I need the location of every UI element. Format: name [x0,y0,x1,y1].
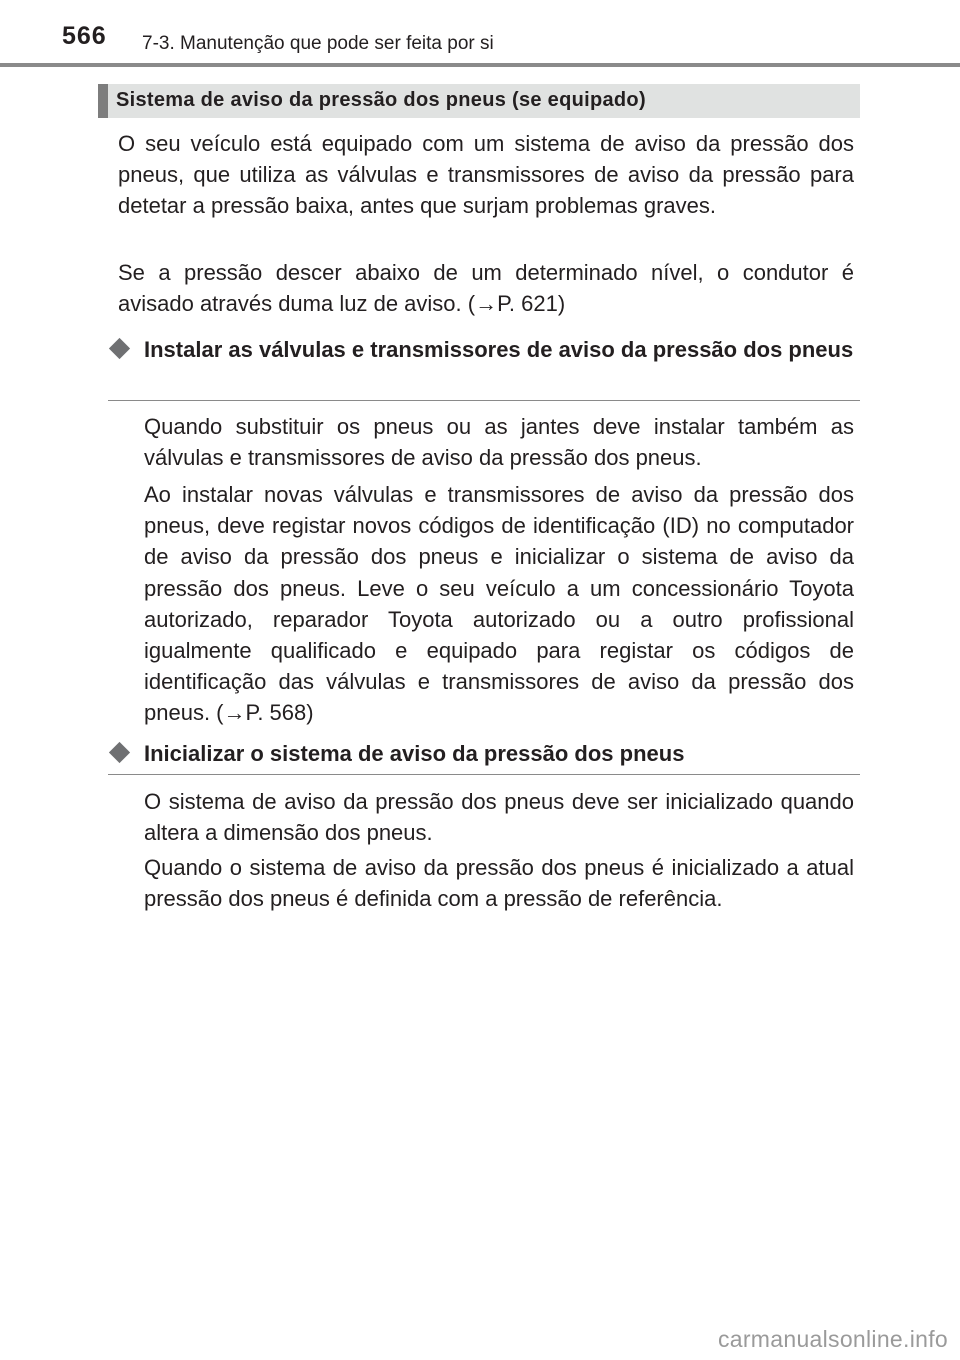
subsection-paragraph: Quando o sistema de aviso da pressão dos pneus é inicializado a atual pressão dos pneus é definida com a pressão de referência. [144,855,854,912]
chapter-title: 7-3. Manutenção que pode ser feita por si [142,33,494,54]
subsection-heading-text: Instalar as válvulas e transmissores de aviso da pressão dos pneus [144,337,854,362]
page-number: 566 [62,22,107,50]
subsection-paragraph: O sistema de aviso da pressão dos pneus deve ser inicializado quando altera a dimensão dos pneus. [144,789,854,846]
subsection-heading [108,334,860,401]
subsection-paragraph: Quando substituir os pneus ou as jantes deve instalar também as válvulas e transmissores de aviso da pressão dos pneus. [144,414,854,471]
diamond-icon [109,742,130,763]
intro-paragraph: O seu veículo está equipado com um sistema de aviso da pressão dos pneus, que utiliza as válvulas e transmissores de aviso da pressão para detetar a pressão baixa, antes que surjam problemas graves. [118,131,854,219]
watermark-text: carmanualsonline.info [717,1326,948,1352]
header-divider [0,63,960,67]
subsection-heading-text: Inicializar o sistema de aviso da pressão dos pneus [144,741,685,766]
diamond-icon [109,338,130,359]
intro-paragraph: Se a pressão descer abaixo de um determinado nível, o condutor é avisado através duma luz de aviso. (→P. 621) [118,260,854,317]
subsection-paragraph: Ao instalar novas válvulas e transmissores de aviso da pressão dos pneus, deve registar novos códigos de identificação (ID) no computador de aviso da pressão dos pneus e inicializar o sistema de aviso da pressão dos pneus. Leve o seu veículo a um concessionário Toyota autorizado, reparador Toyota autorizado ou a outro profissional igualmente qualificado e equipado para registar os códigos de identificação das válvulas e transmissores de aviso da pressão dos pneus. (→P. 568) [144,482,854,726]
section-banner [98,84,860,118]
section-title: Sistema de aviso da pressão dos pneus (se equipado) [116,89,646,111]
page-header [0,0,960,64]
subsection-heading [108,738,860,775]
